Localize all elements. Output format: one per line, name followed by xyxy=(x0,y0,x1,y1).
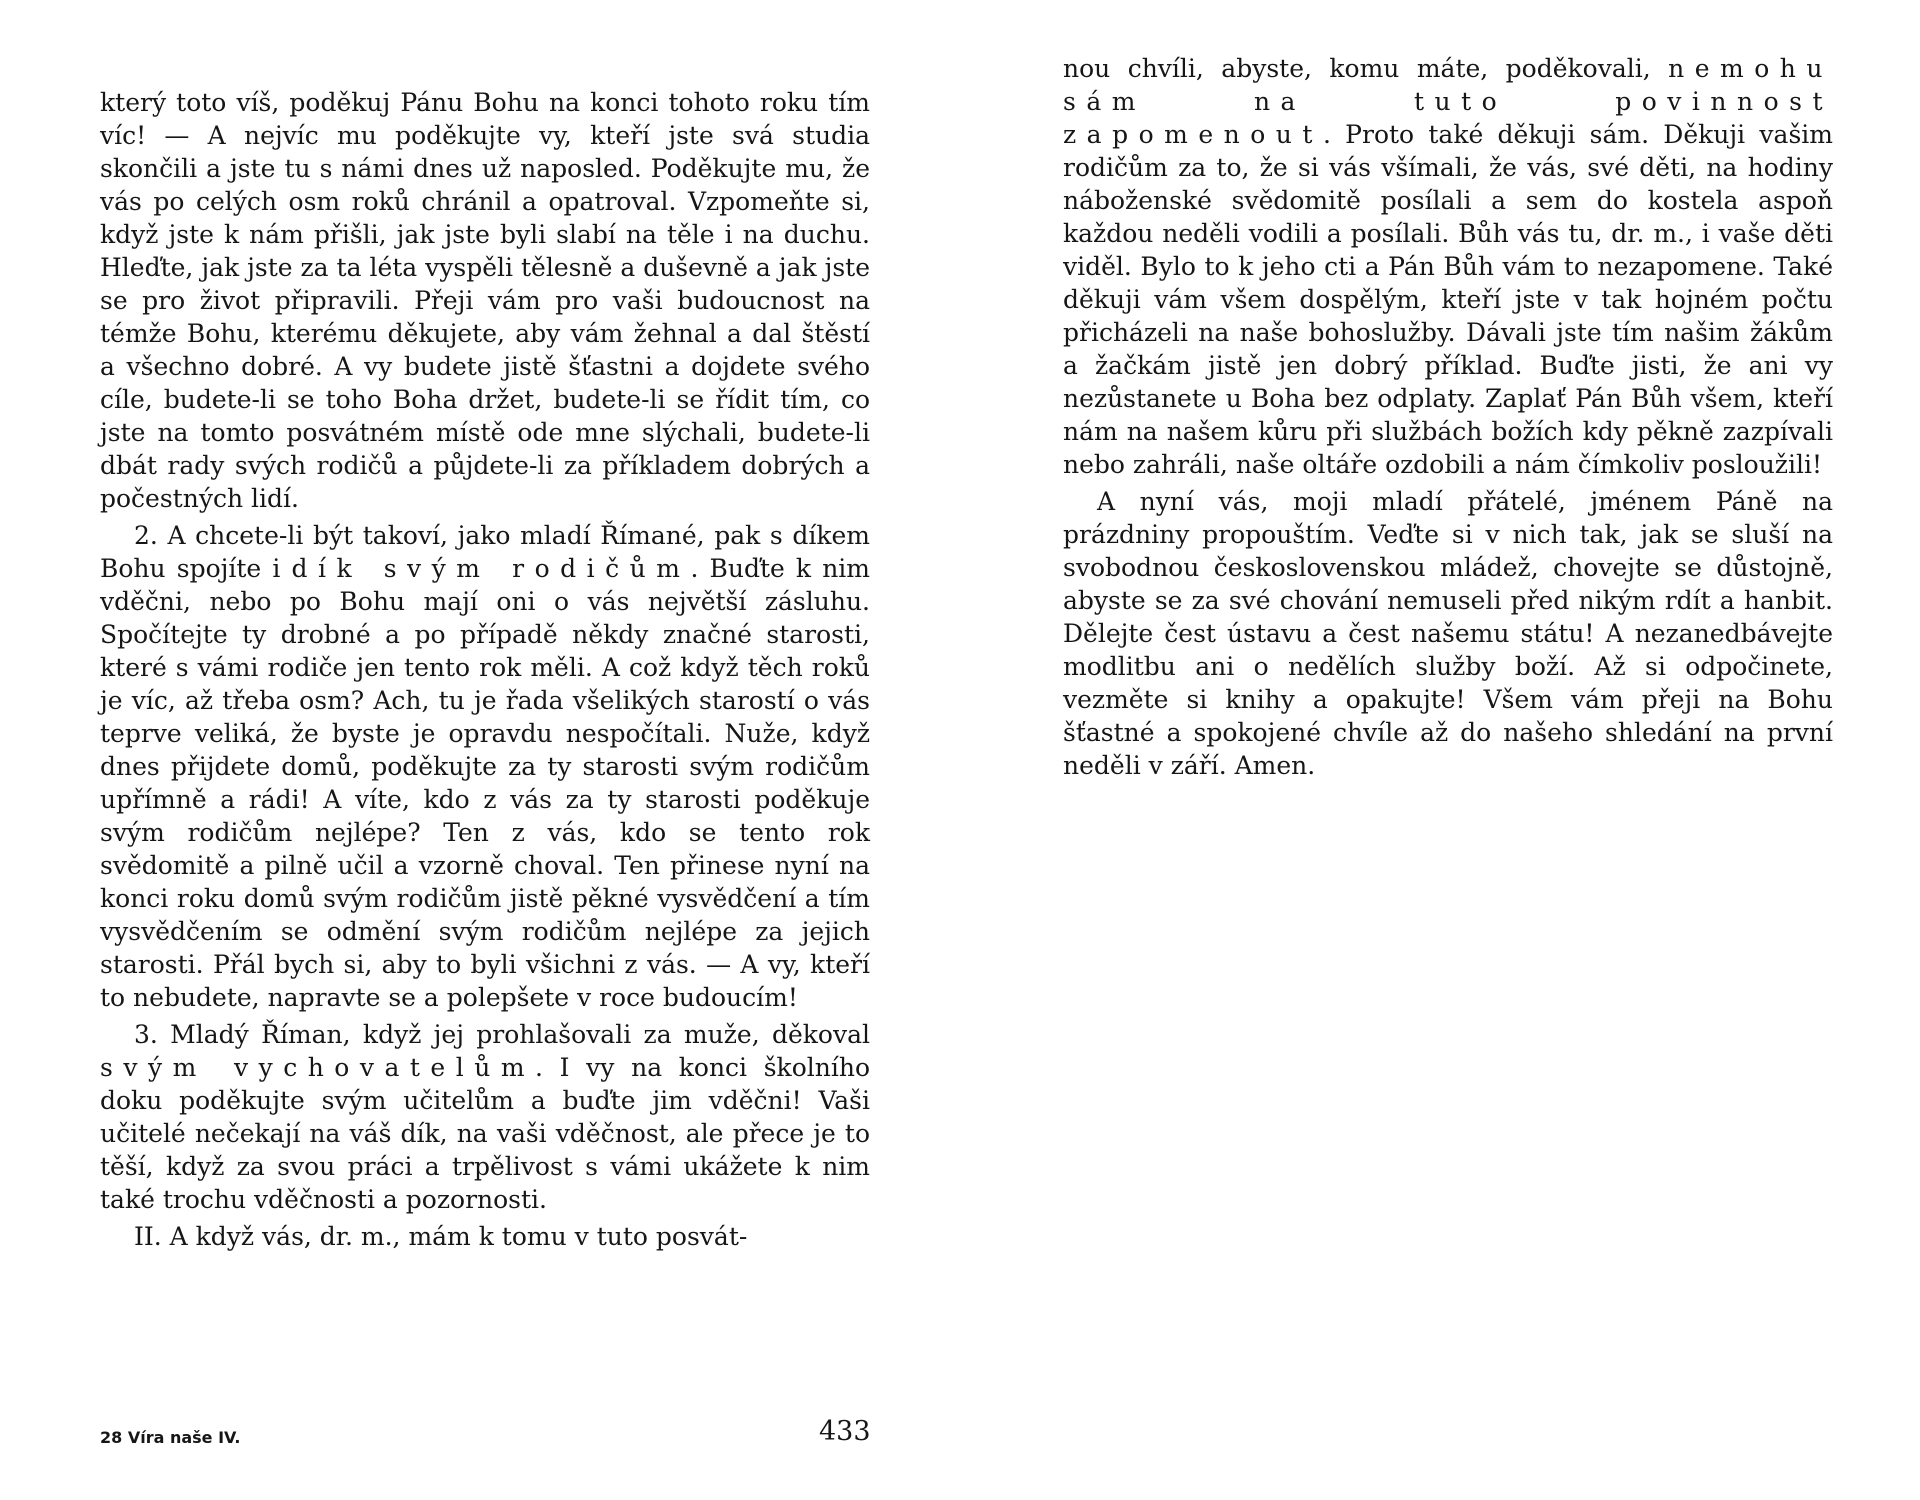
right-paragraph-2: A nyní vás, moji mladí přátelé, jménem Páně na prázdniny propouštím. Veďte si v nich tak, jak se sluší na svobodnou československou mládež, chovejte se důstojně, abyste se za své chování nemuseli před nikým rdít a hanbit. Dělejte čest ústavu a čest našemu státu! A nezanedbávejte modlitbu ani o nedělích služby boží. Až si odpočinete, vezměte si knihy a opakujte! Všem vám přeji na Bohu šťastné a spokojené chvíle až do našeho shledání na první neděli v září. Amen. xyxy=(1063,487,1833,780)
left-paragraph-3-rest: . I vy na konci školního doku poděkujte svým učitelům a buďte jim vděčni! Vaši učitelé nečekají na váš dík, na vaši vděčnost, ale přece je to těší, když za svou práci a trpělivost s vámi ukážete k nim také trochu vděčnosti a pozornosti. xyxy=(100,1053,870,1214)
right-paragraph-1-start: nou chvíli, abyste, komu máte, poděkovali, xyxy=(1063,54,1669,83)
right-paragraph-1 xyxy=(1063,52,1833,481)
right-paragraph-1-rest: . Proto také děkuji sám. Děkuji vašim rodičům za to, že si vás všímali, že vás, své děti, na hodiny náboženské svědomitě posílali a sem do kostela aspoň každou neděli vodili a posílali. Bůh vás tu, dr. m., i vaše děti viděl. Bylo to k jeho cti a Pán Bůh vám to nezapomene. Také děkuji vám všem dospělým, kteří jste v tak hojném počtu přicházeli na naše bohoslužby. Dávali jste tím našim žákům a žačkám jistě jen dobrý příklad. Buďte jisti, že ani vy nezůstanete u Boha bez odplaty. Zaplať Pán Bůh všem, kteří nám na našem kůru při službách božích kdy pěkně zazpívali nebo zahráli, naše oltáře ozdobili a nám čímkoliv posloužili! xyxy=(1063,120,1833,479)
right-paragraph-1-emphasis: nemohu sám na tuto povinnost zapomenout xyxy=(1063,54,1833,149)
left-paragraph-2-rest: . Buďte k nim vděčni, nebo po Bohu mají oni o vás největší zásluhu. Spočítejte ty drobné a po případě někdy značné starosti, které s vámi rodiče jen tento rok měli. A což když těch roků je víc, až třeba osm? Ach, tu je řada všelikých starostí o vás teprve veliká, že byste je opravdu nespočítali. Nuže, když dnes přijdete domů, poděkujte za ty starosti svým rodičům upřímně a rádi! A víte, kdo z vás za ty starosti poděkuje svým rodičům nejlépe? Ten z vás, kdo se tento rok svědomitě a pilně učil a vzorně choval. Ten přinese nyní na konci roku domů svým rodičům jistě pěkné vysvědčení a tím vysvědčením se odmění svým rodičům nejlépe za jejich starosti. Přál bych si, aby to byli všichni z vás. — A vy, kteří to nebudete, napravte se a polepšete v roce budoucím! xyxy=(100,554,871,1012)
left-paragraph-2-start: 2. A chcete-li být takoví, jako mladí Římané, pak s díkem Bohu spojíte i xyxy=(100,521,870,583)
left-paragraph-2 xyxy=(100,519,870,1014)
page-number: 433 xyxy=(819,1416,871,1447)
left-paragraph-2-emphasis: dík svým rodičům xyxy=(291,554,691,583)
right-page xyxy=(960,0,1920,1500)
left-paragraph-3-start: 3. Mladý Říman, když jej prohlašovali za muže, děkoval xyxy=(134,1020,870,1049)
left-paragraph-1: který toto víš, poděkuj Pánu Bohu na konci tohoto roku tím víc! — A nejvíc mu poděkujte vy, kteří jste svá studia skončili a jste tu s námi dnes už naposled. Poděkujte mu, že vás po celých osm roků chránil a opatroval. Vzpomeňte si, když jste k nám přišli, jak jste byli slabí na těle i na duchu. Hleďte, jak jste za ta léta vyspěli tělesně a duševně a jak jste se pro život připravili. Přeji vám pro vaši budoucnost na témže Bohu, kterému děkujete, aby vám žehnal a dal štěstí a všechno dobré. A vy budete jistě šťastni a dojdete svého cíle, budete-li se toho Boha držet, budete-li se řídit tím, co jste na tomto posvátném místě ode mne slýchali, budete-li dbát rady svých rodičů a půjdete-li za příkladem dobrých a počestných lidí. xyxy=(100,88,870,513)
left-text-column xyxy=(100,86,870,1257)
right-text-column xyxy=(1063,52,1833,786)
left-paragraph-4: II. A když vás, dr. m., mám k tomu v tuto posvát- xyxy=(134,1222,748,1251)
left-paragraph-3 xyxy=(100,1018,870,1216)
page-signature: 28 Víra naše IV. xyxy=(100,1428,241,1447)
left-paragraph-3-emphasis: svým vychovatelům xyxy=(100,1053,536,1082)
